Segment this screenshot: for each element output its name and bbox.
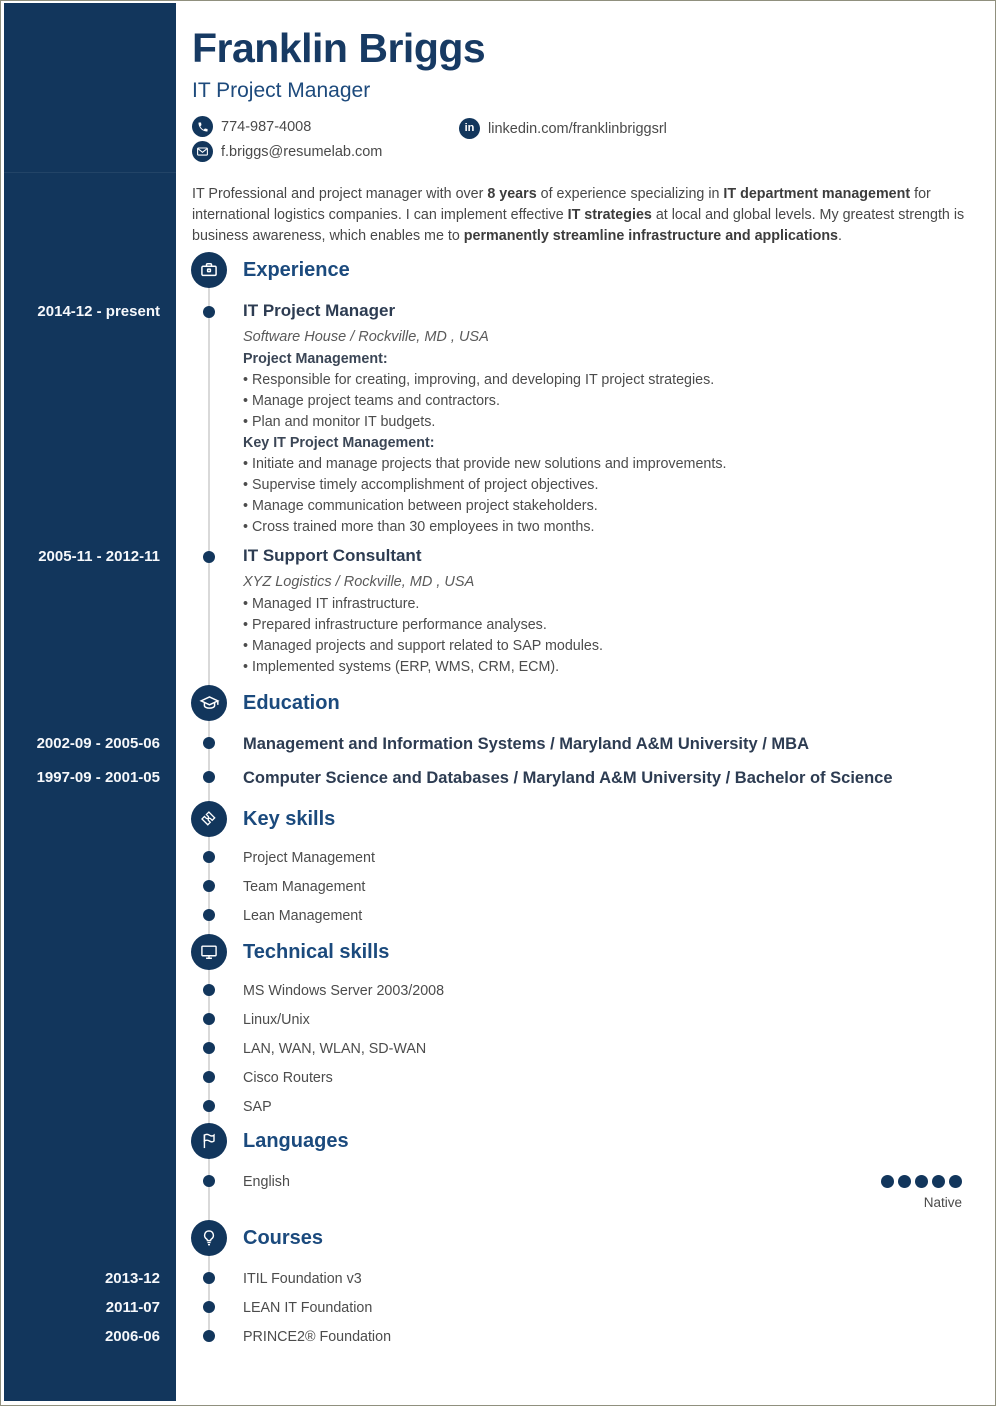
course-item: ITIL Foundation v3 [243,1271,362,1287]
language-item: English [243,1174,290,1190]
section-title-technical-skills: Technical skills [243,940,390,963]
lightbulb-icon [191,1220,227,1256]
job-group-label: Project Management: [243,351,388,367]
job-bullet: • Supervise timely accomplishment of project objectives. [243,475,969,496]
date-course-3: 2006-06 [104,1328,160,1345]
key-skill-item: Lean Management [243,908,363,924]
email-address[interactable]: f.briggs@resumelab.com [221,143,383,160]
timeline-dot [203,1071,215,1083]
job-bullet: • Plan and monitor IT budgets. [243,412,969,433]
timeline-dot [203,771,215,783]
date-job-2: 2005-11 - 2012-11 [38,548,160,565]
person-name: Franklin Briggs [192,25,486,71]
timeline-dot [203,306,215,318]
graduation-cap-icon [191,685,227,721]
level-dot [932,1175,945,1188]
job-bullet: • Manage project teams and contractors. [243,391,969,412]
section-title-key-skills: Key skills [243,807,336,830]
contact-linkedin[interactable] [459,118,667,139]
section-experience [191,252,350,288]
timeline-dot [203,1042,215,1054]
timeline-dot [203,1330,215,1342]
timeline-dot [203,1301,215,1313]
section-title-courses: Courses [243,1226,324,1249]
level-dot [881,1175,894,1188]
section-title-education: Education [243,691,340,714]
date-edu-1: 2002-09 - 2005-06 [36,735,160,752]
job-company: XYZ Logistics / Rockville, MD , USA [243,574,475,590]
job-bullet: • Implemented systems (ERP, WMS, CRM, ECM). [243,657,969,678]
section-key-skills [191,801,335,837]
language-level-label: Native [923,1195,962,1210]
job-group-label: Key IT Project Management: [243,435,435,451]
level-dot [915,1175,928,1188]
technical-skill-item: Linux/Unix [243,1012,310,1028]
level-dot [949,1175,962,1188]
job-bullet: • Manage communication between project stakeholders. [243,496,969,517]
contact-email[interactable] [192,141,382,162]
job-company: Software House / Rockville, MD , USA [243,329,489,345]
job-title: IT Support Consultant [243,546,422,565]
key-skill-item: Team Management [243,879,366,895]
linkedin-glyph: in [464,122,475,134]
phone-number: 774-987-4008 [221,118,312,135]
timeline-dot [203,851,215,863]
timeline-dot [203,880,215,892]
job-bullet: • Prepared infrastructure performance analyses. [243,615,969,636]
education-entry-1: Management and Information Systems / Maryland A&M University / MBA [243,735,809,753]
course-item: PRINCE2® Foundation [243,1329,392,1345]
email-icon [192,141,213,162]
key-skill-item: Project Management [243,850,375,866]
section-languages [191,1123,349,1159]
level-dot [898,1175,911,1188]
section-education [191,685,340,721]
job-bullet: • Managed projects and support related to SAP modules. [243,636,969,657]
timeline-dot [203,1272,215,1284]
briefcase-icon [191,252,227,288]
technical-skill-item: MS Windows Server 2003/2008 [243,983,445,999]
date-edu-2: 1997-09 - 2001-05 [36,769,160,786]
date-course-1: 2013-12 [104,1270,160,1287]
section-technical-skills [191,934,389,970]
linkedin-url[interactable]: linkedin.com/franklinbriggsrl [488,120,667,137]
section-title-experience: Experience [243,258,350,281]
course-item: LEAN IT Foundation [243,1300,373,1316]
date-course-2: 2011-07 [105,1299,160,1316]
timeline-dot [203,551,215,563]
sidebar [4,3,176,1401]
timeline-dot [203,1175,215,1187]
education-entry-2: Computer Science and Databases / Maryland A&M University / Bachelor of Science [243,769,893,787]
summary-text: IT Professional and project manager with over 8 years of experience specializing in IT department management for international logistics companies. I can implement effective IT strategies at local and global levels. My greatest strength is business awareness, which enables me to permanently streamline infrastructure and applications. [192,186,965,244]
language-level-indicator [881,1175,962,1188]
timeline-dot [203,984,215,996]
technical-skill-item: LAN, WAN, WLAN, SD-WAN [243,1041,427,1057]
timeline-dot [203,909,215,921]
phone-icon [192,116,213,137]
technical-skill-item: Cisco Routers [243,1070,333,1086]
date-job-1: 2014-12 - present [37,303,160,320]
timeline-dot [203,1100,215,1112]
section-courses [191,1220,323,1256]
timeline-dot [203,737,215,749]
linkedin-icon [459,118,480,139]
job-entry-2 [243,546,969,678]
flag-icon [191,1123,227,1159]
job-bullet: • Responsible for creating, improving, and developing IT project strategies. [243,370,969,391]
puzzle-piece-icon [191,801,227,837]
contact-phone [192,116,311,137]
technical-skill-item: SAP [243,1099,272,1115]
job-entry-1 [243,301,969,538]
sidebar-divider [4,172,176,173]
timeline-dot [203,1013,215,1025]
monitor-icon [191,934,227,970]
job-title: IT Project Manager [243,301,396,320]
job-bullet: • Initiate and manage projects that provide new solutions and improvements. [243,454,969,475]
job-bullet: • Managed IT infrastructure. [243,594,969,615]
person-job-title: IT Project Manager [192,79,371,102]
job-bullet: • Cross trained more than 30 employees in two months. [243,517,969,538]
section-title-languages: Languages [243,1129,349,1152]
